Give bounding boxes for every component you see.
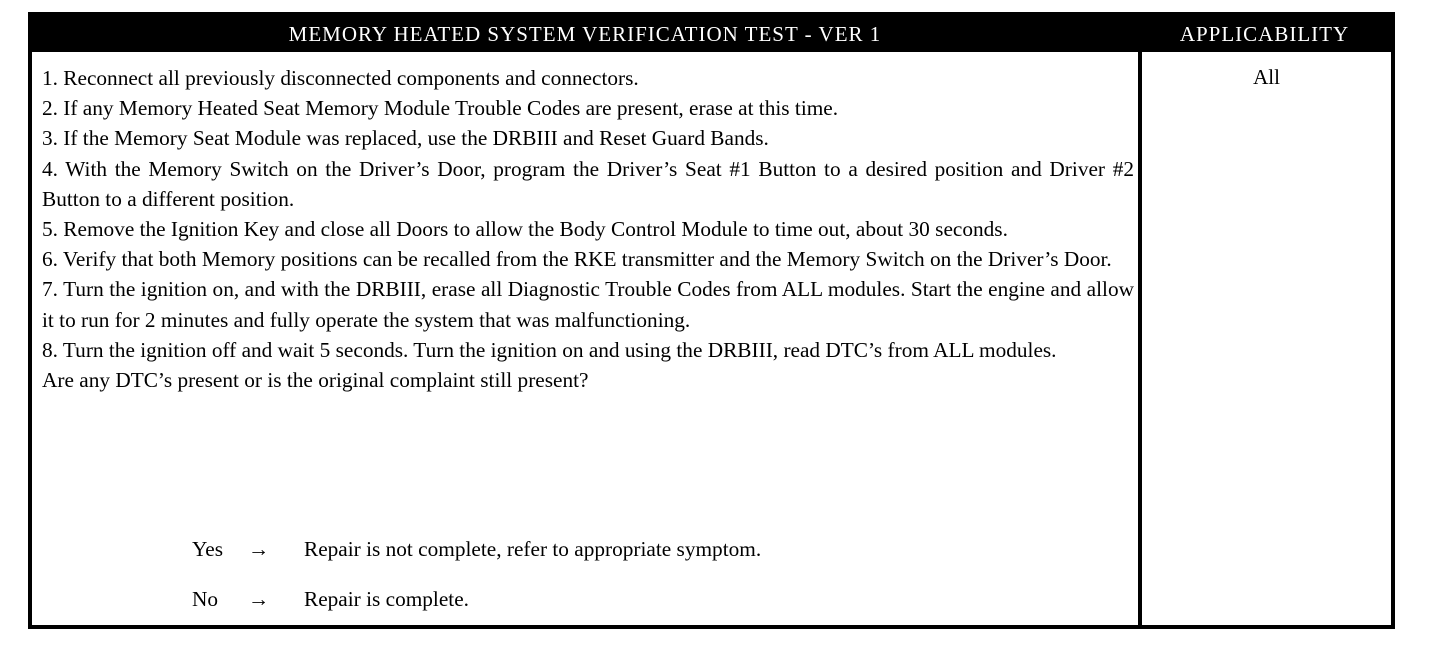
applicability-value: All [1253, 65, 1280, 89]
question: Are any DTC’s present or is the original complaint still present? [42, 368, 589, 393]
step-7: 7. Turn the ignition on, and with the DRBIII, erase all Diagnostic Trouble Codes from ALL modules. Start the engine and allow it to run for 2 minutes and fully operate the system that was malfunctioning. [42, 277, 1134, 332]
step-4: 4. With the Memory Switch on the Driver’s Door, program the Driver’s Seat #1 Button to a desired position and Driver #2 Button to a different position. [42, 156, 1134, 211]
applicability-title: APPLICABILITY [1179, 22, 1350, 46]
step-6: 6. Verify that both Memory positions can be recalled from the RKE transmitter and the Memory Switch on the Driver’s Door. [42, 247, 1112, 272]
answer-no [192, 587, 469, 612]
step-3: 3. If the Memory Seat Module was replaced, use the DRBIII and Reset Guard Bands. [42, 126, 769, 151]
step-1: 1. Reconnect all previously disconnected components and connectors. [42, 66, 639, 90]
answer-yes [192, 537, 761, 562]
table-header [32, 16, 1391, 52]
step-2: 2. If any Memory Heated Seat Memory Module Trouble Codes are present, erase at this time. [42, 96, 839, 121]
step-5: 5. Remove the Ignition Key and close all Doors to allow the Body Control Module to time out, about 30 seconds. [42, 217, 1008, 242]
right-arrow-icon: → [248, 537, 270, 561]
answer-no-label: No [192, 587, 219, 611]
right-arrow-icon: → [248, 587, 270, 611]
verification-test-table [28, 12, 1395, 629]
test-title: MEMORY HEATED SYSTEM VERIFICATION TEST - VER 1 [288, 22, 882, 46]
column-divider [1138, 52, 1142, 625]
answer-yes-result: Repair is not complete, refer to appropriate symptom. [304, 537, 762, 561]
step-8: 8. Turn the ignition off and wait 5 seconds. Turn the ignition on and using the DRBIII, read DTC’s from ALL modules. [42, 337, 1057, 362]
answer-yes-label: Yes [192, 537, 223, 561]
test-steps [42, 63, 1134, 395]
answer-no-result: Repair is complete. [304, 587, 469, 611]
